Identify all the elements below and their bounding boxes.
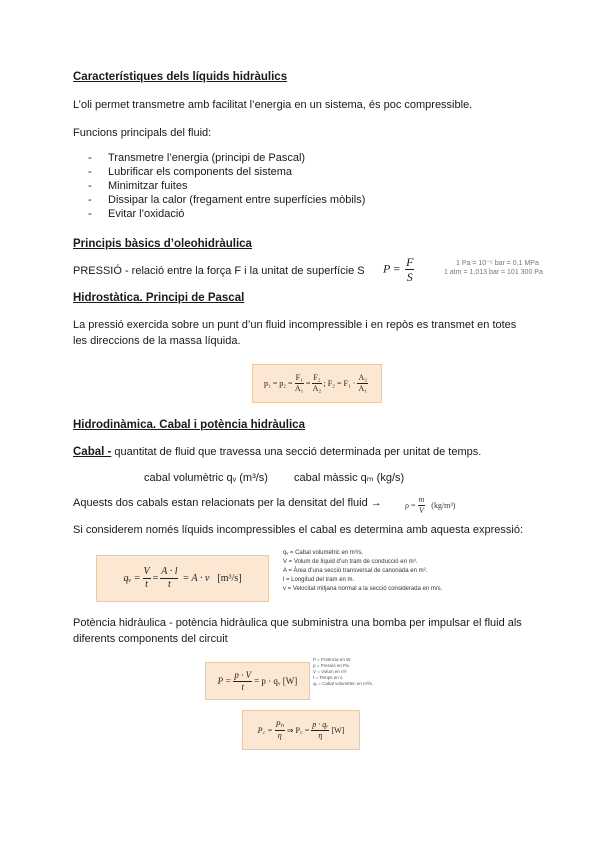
electric-power-formula bbox=[242, 710, 360, 750]
formula-term: A₁ bbox=[358, 384, 368, 393]
functions-label: Funcions principals del fluid: bbox=[73, 127, 212, 139]
formula-term: η bbox=[318, 730, 323, 740]
legend-line: qᵥ = Cabal volumètric en m³/s. bbox=[313, 681, 374, 686]
flow-legend bbox=[283, 549, 442, 594]
formula-term: F₂ bbox=[313, 373, 321, 382]
formula-term: A₂ bbox=[358, 373, 368, 382]
power-legend bbox=[313, 657, 373, 687]
functions-list bbox=[88, 151, 365, 221]
legend-line: p = Pressió en Pa. bbox=[313, 663, 350, 668]
density-text: Aquests dos cabals estan relacionats per la densitat del fluid → bbox=[73, 497, 382, 509]
formula-term: [W] bbox=[331, 725, 345, 735]
power-formula bbox=[205, 662, 310, 700]
formula-term: p · qᵥ bbox=[312, 719, 329, 729]
formula-term: = p · qᵥ [W] bbox=[254, 676, 298, 686]
list-item: - Minimitzar fuites bbox=[88, 179, 365, 193]
formula-term: V bbox=[143, 566, 150, 577]
density-formula bbox=[405, 496, 455, 515]
volumetric-flow: cabal volumètric qᵥ (m³/s) bbox=[144, 472, 268, 484]
cabal-line bbox=[73, 444, 481, 460]
formula-term: m bbox=[418, 495, 425, 504]
section-title-hydrostatics: Hidrostàtica. Principi de Pascal bbox=[73, 292, 245, 304]
formula-term: t bbox=[167, 579, 171, 590]
cabal-label: Cabal - bbox=[73, 446, 112, 458]
units-line: 1 Pa = 10⁻⁵ bar = 0,1 MPa bbox=[456, 260, 539, 267]
legend-line: P = Potència en W. bbox=[313, 657, 352, 662]
legend-line: V = Volum de líquid d’un tram de conducció en m³. bbox=[283, 559, 418, 565]
list-item: - Transmetre l’energia (principi de Pascal) bbox=[88, 151, 365, 165]
mass-flow: cabal màssic qₘ (kg/s) bbox=[294, 472, 405, 484]
section-title-hydrodynamics: Hidrodinàmica. Cabal i potència hidràulica bbox=[73, 419, 305, 431]
formula-term: A · l bbox=[161, 566, 178, 577]
liquids-intro: L’oli permet transmetre amb facilitat l’energia en un sistema, és poc compressible. bbox=[73, 99, 473, 111]
formula-term: qᵥ = bbox=[123, 573, 141, 584]
hydrostatics-text: La pressió exercida sobre un punt d’un fluid incompressible i en repòs es transmet en totes les direccions de la massa líquida. bbox=[73, 319, 517, 347]
formula-term: t bbox=[145, 579, 148, 590]
formula-term: A₂ bbox=[312, 384, 322, 393]
formula-term: V bbox=[418, 506, 424, 515]
formula-term: (kg/m³) bbox=[431, 501, 456, 510]
pressure-units bbox=[444, 259, 543, 277]
formula-term: P꜀ = bbox=[257, 725, 273, 735]
list-item: - Evitar l’oxidació bbox=[88, 207, 365, 221]
legend-line: V = Volum en m³. bbox=[313, 669, 348, 674]
formula-term: ρ = bbox=[405, 501, 416, 510]
list-item: - Dissipar la calor (fregament entre superfícies mòbils) bbox=[88, 193, 365, 207]
pressure-text: PRESSIÓ - relació entre la força F i la unitat de superfície S bbox=[73, 265, 365, 277]
formula-term: η bbox=[277, 730, 282, 740]
formula-term: Pₕ bbox=[275, 719, 284, 729]
formula-term: p · V bbox=[234, 669, 252, 680]
power-text: Potència hidràulica - potència hidràulica que subministra una bomba per impulsar el fluid als diferents components del circuit bbox=[73, 617, 522, 645]
formula-term: F bbox=[406, 255, 414, 269]
legend-line: t = Temps en s. bbox=[313, 675, 344, 680]
units-line: 1 atm = 1,013 bar = 101 300 Pa bbox=[444, 269, 543, 276]
section-title-liquids: Característiques dels líquids hidràulics bbox=[73, 71, 288, 83]
formula-term: A₁ bbox=[294, 384, 304, 393]
formula-term: S bbox=[406, 270, 413, 284]
incompressible-text: Si considerem només líquids incompressibles el cabal es determina amb aquesta expressió: bbox=[73, 524, 524, 536]
formula-term: p₁ = p₂ = bbox=[263, 379, 293, 388]
formula-term: P bbox=[383, 261, 391, 276]
legend-line: l = Longitud del tram en m. bbox=[283, 577, 355, 583]
formula-term: ; F₂ = F₁ · bbox=[323, 379, 356, 388]
formula-term: P = bbox=[217, 676, 232, 686]
formula-term: = A · v bbox=[182, 573, 210, 584]
formula-term: F₁ bbox=[295, 373, 303, 382]
section-title-principles: Principis bàsics d’oleohidràulica bbox=[73, 238, 252, 250]
list-item: - Lubrificar els components del sistema bbox=[88, 165, 365, 179]
pascal-formula: p₁ = p₂ = $\frac{\text{F₁}}{\text{A₁}}$ = $\frac{\text{F₂}}{\text{A₂}}$ ; F₂ = F₁ · $\frac{\text{A₂}}{\text{A₁}}$ bbox=[252, 364, 382, 403]
pressure-formula: P = $\frac{F}{S}$ bbox=[383, 255, 414, 284]
cabal-text: quantitat de fluid que travessa una secció determinada per unitat de temps. bbox=[111, 446, 482, 458]
formula-term: [m³/s] bbox=[217, 573, 242, 584]
legend-line: A = Àrea d’una secció transversal de canonada en m². bbox=[283, 568, 428, 574]
formula-term: ⇒ P꜀ = bbox=[286, 725, 310, 735]
legend-line: qᵥ = Cabal volumètric en m³/s. bbox=[283, 550, 364, 556]
legend-line: v = Velocitat mitjana normal a la secció considerada en m/s. bbox=[283, 586, 443, 592]
formula-term: t bbox=[241, 681, 244, 692]
flow-formula: qᵥ = $\frac{V}{t}$ = $\frac{A \cdot l}{t}$ = A · v [m³/s] bbox=[96, 555, 269, 602]
